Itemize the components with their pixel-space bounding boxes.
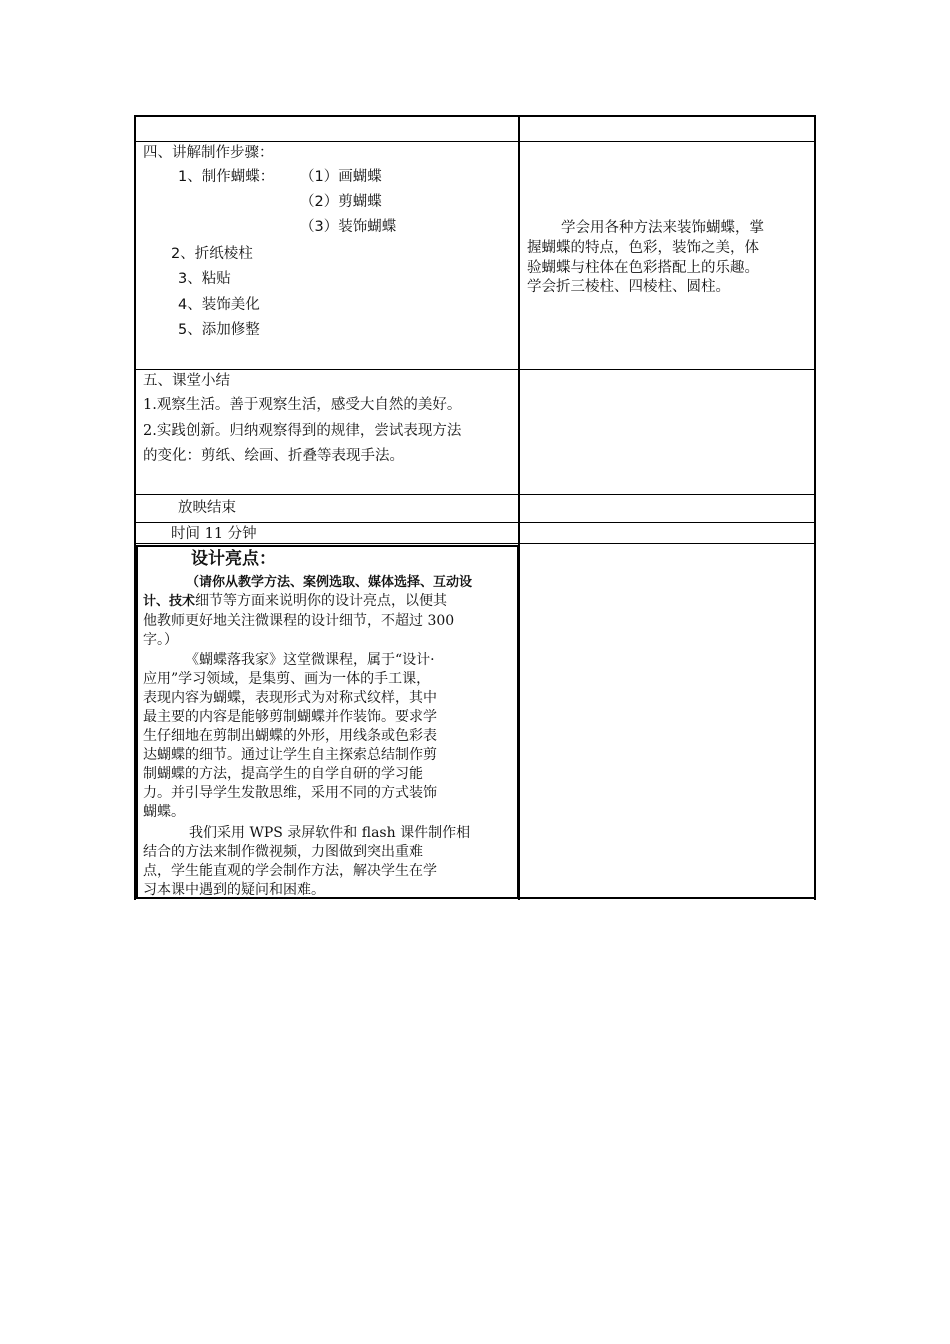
step1-sub-3: （3）装饰蝴蝶 <box>300 219 397 235</box>
para1-line-7: 制蝴蝶的方法，提高学生的自学自研的学习能 <box>143 766 423 782</box>
goal-line-2: 握蝴蝶的特点，色彩，装饰之美，体 <box>527 240 759 256</box>
step1-sub-2: （2）剪蝴蝶 <box>300 194 382 210</box>
para2-line-2: 结合的方法来制作微视频，力图做到突出重难 <box>143 844 423 860</box>
design-intro-3: 他教师更好地关注微课程的设计细节，不超过 300 <box>143 613 455 629</box>
step-4: 4、装饰美化 <box>178 297 260 313</box>
para1-line-8: 力。并引导学生发散思维，采用不同的方式装饰 <box>143 785 437 801</box>
step-3: 3、粘贴 <box>178 271 231 287</box>
para1-line-3: 表现内容为蝴蝶，表现形式为对称式纹样，其中 <box>143 690 437 706</box>
step1-label: 1、制作蝴蝶： <box>178 169 275 185</box>
design-intro-2-bold: 计、技术 <box>143 594 196 609</box>
para2-line-1: 我们采用 WPS 录屏软件和 flash 课件制作相 <box>189 825 471 841</box>
row-divider <box>134 141 816 142</box>
goal-line-1: 学会用各种方法来装饰蝴蝶，掌 <box>561 220 764 236</box>
row-divider <box>134 494 816 495</box>
design-intro-2 <box>143 593 447 611</box>
summary-line-3: 的变化：剪纸、绘画、折叠等表现手法。 <box>143 448 404 464</box>
para1-line-1: 《蝴蝶落我家》这堂微课程，属于“设计· <box>185 652 435 668</box>
para2-line-4: 习本课中遇到的疑问和困难。 <box>143 882 325 898</box>
para1-line-2: 应用”学习领域，是集剪、画为一体的手工课， <box>143 671 431 687</box>
goal-line-3: 验蝴蝶与柱体在色彩搭配上的乐趣。 <box>527 260 759 276</box>
section5-heading: 五、课堂小结 <box>143 373 230 389</box>
row-divider <box>134 522 816 523</box>
design-intro-1: （请你从教学方法、案例选取、媒体选择、互动设 <box>186 575 473 590</box>
para1-line-4: 最主要的内容是能够剪制蝴蝶并作装饰。要求学 <box>143 709 437 725</box>
step1-sub-1: （1）画蝴蝶 <box>300 169 382 185</box>
para2-line-3: 点，学生能直观的学会制作方法，解决学生在学 <box>143 863 437 879</box>
summary-line-2: 2.实践创新。归纳观察得到的规律，尝试表现方法 <box>143 423 462 439</box>
end-label: 放映结束 <box>178 500 236 516</box>
table-border-right <box>814 115 816 900</box>
table-border-top <box>134 115 816 117</box>
para1-line-9: 蝴蝶。 <box>143 804 185 820</box>
para1-line-5: 生仔细地在剪制出蝴蝶的外形，用线条或色彩表 <box>143 728 437 744</box>
summary-line-1: 1.观察生活。善于观察生活，感受大自然的美好。 <box>143 397 462 413</box>
section4-heading: 四、讲解制作步骤： <box>143 145 274 161</box>
row-divider <box>134 543 816 544</box>
design-intro-2-rest: 细节等方面来说明你的设计亮点，以便其 <box>195 593 448 609</box>
step-5: 5、添加修整 <box>178 322 260 338</box>
goal-line-4: 学会折三棱柱、四棱柱、圆柱。 <box>527 279 730 295</box>
step-2: 2、折纸棱柱 <box>171 246 253 262</box>
para1-line-6: 达蝴蝶的细节。通过让学生自主探索总结制作剪 <box>143 747 437 763</box>
design-title: 设计亮点： <box>191 549 276 569</box>
row-divider <box>134 369 816 370</box>
design-intro-4: 字。） <box>143 632 178 648</box>
time-label: 时间 11 分钟 <box>171 526 257 542</box>
